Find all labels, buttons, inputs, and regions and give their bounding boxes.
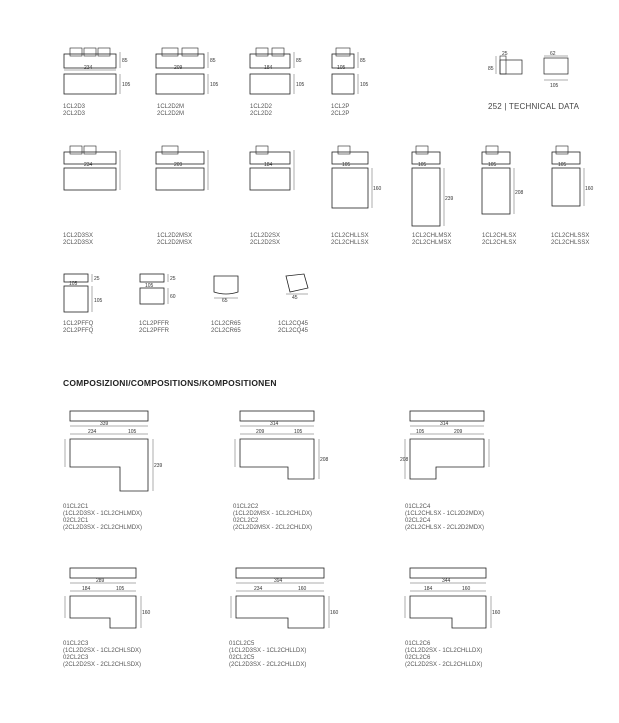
dim-total: 314 [440,421,449,427]
dim-b: 85 [488,66,494,72]
code-line: 1CL2D2SX [250,233,281,239]
code-line: 1CL2CQ45 [278,321,309,327]
dim-width: 45 [292,295,298,301]
code-line: (2CL2D3SX - 2CL2CHLMDX) [63,525,143,531]
dim-depth: 208 [400,457,409,463]
dim-b: 105 [128,429,137,435]
dim-height: 25 [170,276,176,282]
dim-depth: 105 [360,82,369,88]
code-line: 01CL2C6 [405,641,431,647]
code-line: 1CL2P [331,104,350,110]
dim-a: 184 [82,586,91,592]
code-line: (2CL2D3SX - 2CL2CHLLDX) [229,662,307,668]
dim-width: 105 [558,162,567,168]
dim-a: 234 [88,429,97,435]
dim-depth: 105 [94,298,103,304]
code-line: 02CL2C2 [233,518,259,524]
code-line: 02CL2C1 [63,518,89,524]
module-drawing [60,142,130,197]
code-line: 1CL2CHLLSX [331,233,369,239]
code-line: (2CL2D2SX - 2CL2CHLLDX) [405,662,483,668]
code-line: 2CL2D3 [63,111,86,117]
code-line: 1CL2CHLSSX [551,233,590,239]
code-line: 2CL2CHLLSX [331,240,369,246]
module-code [331,233,369,247]
dim-depth: 160 [492,610,501,616]
code-line: 01CL2C4 [405,504,431,510]
dim-width: 105 [145,283,154,289]
technical-side-views [484,50,576,90]
code-line: 01CL2C5 [229,641,255,647]
module-code [250,233,280,247]
code-line: 1CL2D2MSX [157,233,193,239]
dim-width: 234 [84,162,93,168]
module-code [139,321,169,335]
code-line: 1CL2CHLMSX [412,233,452,239]
code-line: 02CL2C5 [229,655,255,661]
dim-height: 85 [210,58,216,64]
composition-code [233,504,312,532]
composition-code [405,504,484,532]
dim-b: 105 [294,429,303,435]
dim-height: 85 [296,58,302,64]
code-line: (1CL2D2MSX - 1CL2CHLDX) [233,511,313,517]
code-line: 2CL2CQ45 [278,328,309,334]
dim-width: 184 [264,162,273,168]
dim-length: 160 [585,186,594,192]
dim-total: 339 [100,421,109,427]
dim-width: 209 [174,162,183,168]
dim-d: 105 [550,83,559,89]
dim-a: 184 [424,586,433,592]
dim-a: 234 [254,586,263,592]
code-line: 1CL2D2M [157,104,185,110]
module-code [157,233,192,247]
composition-code [63,504,142,532]
dim-width: 209 [174,65,183,71]
code-line: 01CL2C2 [233,504,259,510]
composition-code [405,641,482,669]
composition-drawing [400,562,500,634]
dim-width: 105 [337,65,346,71]
chaise-drawing [408,142,452,230]
dim-total: 394 [274,578,283,584]
module-code [278,321,308,335]
code-line: 2CL2D2SX [250,240,281,246]
dim-width: 234 [84,65,93,71]
module-drawing [60,44,130,99]
composition-drawing [60,562,160,634]
dim-depth: 105 [122,82,131,88]
module-code [482,233,516,247]
module-code [63,321,93,335]
code-line: 2CL2CHLSSX [551,240,590,246]
section-title: COMPOSIZIONI/COMPOSITIONS/KOMPOSITIONEN [63,378,277,388]
code-line: 2CL2CR65 [211,328,241,334]
dim-height: 85 [122,58,128,64]
module-code [412,233,451,247]
dim-width: 105 [69,281,78,287]
dim-c: 62 [550,51,556,57]
dim-depth: 160 [142,610,151,616]
module-code [157,104,184,118]
code-line: 2CL2D2M [157,111,185,117]
dim-width: 184 [264,65,273,71]
dim-a: 25 [502,51,508,57]
dim-a: 105 [416,429,425,435]
code-line: 2CL2CHLSX [482,240,517,246]
code-line: (1CL2D2SX - 1CL2CHLSDX) [63,648,142,654]
corner-round-drawing [208,272,252,304]
code-line: 02CL2C3 [63,655,89,661]
dim-length: 160 [373,186,382,192]
pouf-drawing [136,270,186,310]
code-line: 2CL2D3SX [63,240,94,246]
dim-b: 105 [116,586,125,592]
code-line: (1CL2D3SX - 1CL2CHLMDX) [63,511,143,517]
code-line: 1CL2CR65 [211,321,241,327]
code-line: (2CL2D2MSX - 2CL2CHLDX) [233,525,313,531]
dim-height: 25 [94,276,100,282]
code-line: (2CL2CHLSX - 2CL2D2MDX) [405,525,485,531]
code-line: 1CL2CHLSX [482,233,517,239]
code-line: (1CL2D2SX - 1CL2CHLLDX) [405,648,483,654]
module-drawing [246,142,306,197]
code-line: 01CL2C3 [63,641,89,647]
code-line: (1CL2CHLSX - 1CL2D2MDX) [405,511,485,517]
page-title: 252 | TECHNICAL DATA [488,102,580,111]
dim-depth: 208 [320,457,329,463]
code-line: 2CL2D2MSX [157,240,193,246]
chaise-drawing [478,142,522,218]
corner-square-drawing [278,270,322,302]
module-code [63,233,93,247]
code-line: 2CL2PFFQ [63,328,94,334]
composition-drawing [400,405,500,485]
code-line: (2CL2D2SX - 2CL2CHLSDX) [63,662,142,668]
dim-depth: 105 [210,82,219,88]
code-line: 2CL2D2 [250,111,273,117]
code-line: 1CL2PFFR [139,321,170,327]
dim-total: 344 [442,578,451,584]
dim-length: 239 [445,196,454,202]
dim-depth: 60 [170,294,176,300]
code-line: 2CL2P [331,111,350,117]
module-drawing [246,44,306,99]
dim-total: 289 [96,578,105,584]
dim-depth: 239 [154,463,163,469]
dim-length: 208 [515,190,524,196]
dim-width: 105 [418,162,427,168]
module-drawing [328,44,368,99]
composition-drawing [60,405,163,497]
module-code [63,104,85,118]
chaise-drawing [328,142,382,212]
dim-total: 314 [270,421,279,427]
code-line: 1CL2D3SX [63,233,94,239]
code-line: (1CL2D3SX - 1CL2CHLLDX) [229,648,307,654]
module-drawing [152,142,222,197]
composition-drawing [230,405,330,485]
code-line: 1CL2D3 [63,104,86,110]
composition-code [63,641,141,669]
module-code [551,233,589,247]
dim-b: 160 [298,586,307,592]
code-line: 01CL2C1 [63,504,89,510]
dim-width: 65 [222,298,228,304]
composition-code [229,641,306,669]
dim-b: 160 [462,586,471,592]
dim-a: 209 [256,429,265,435]
code-line: 02CL2C4 [405,518,431,524]
module-code [211,321,241,335]
dim-depth: 105 [296,82,305,88]
code-line: 2CL2PFFR [139,328,170,334]
module-code [250,104,272,118]
dim-height: 85 [360,58,366,64]
dim-width: 105 [488,162,497,168]
code-line: 1CL2PFFQ [63,321,94,327]
pouf-drawing [60,270,110,318]
composition-drawing [226,562,338,634]
module-code [331,104,349,118]
chaise-drawing [548,142,592,212]
code-line: 1CL2D2 [250,104,273,110]
module-drawing [152,44,222,99]
code-line: 2CL2CHLMSX [412,240,452,246]
dim-depth: 160 [330,610,339,616]
dim-b: 209 [454,429,463,435]
code-line: 02CL2C6 [405,655,431,661]
dim-width: 105 [342,162,351,168]
